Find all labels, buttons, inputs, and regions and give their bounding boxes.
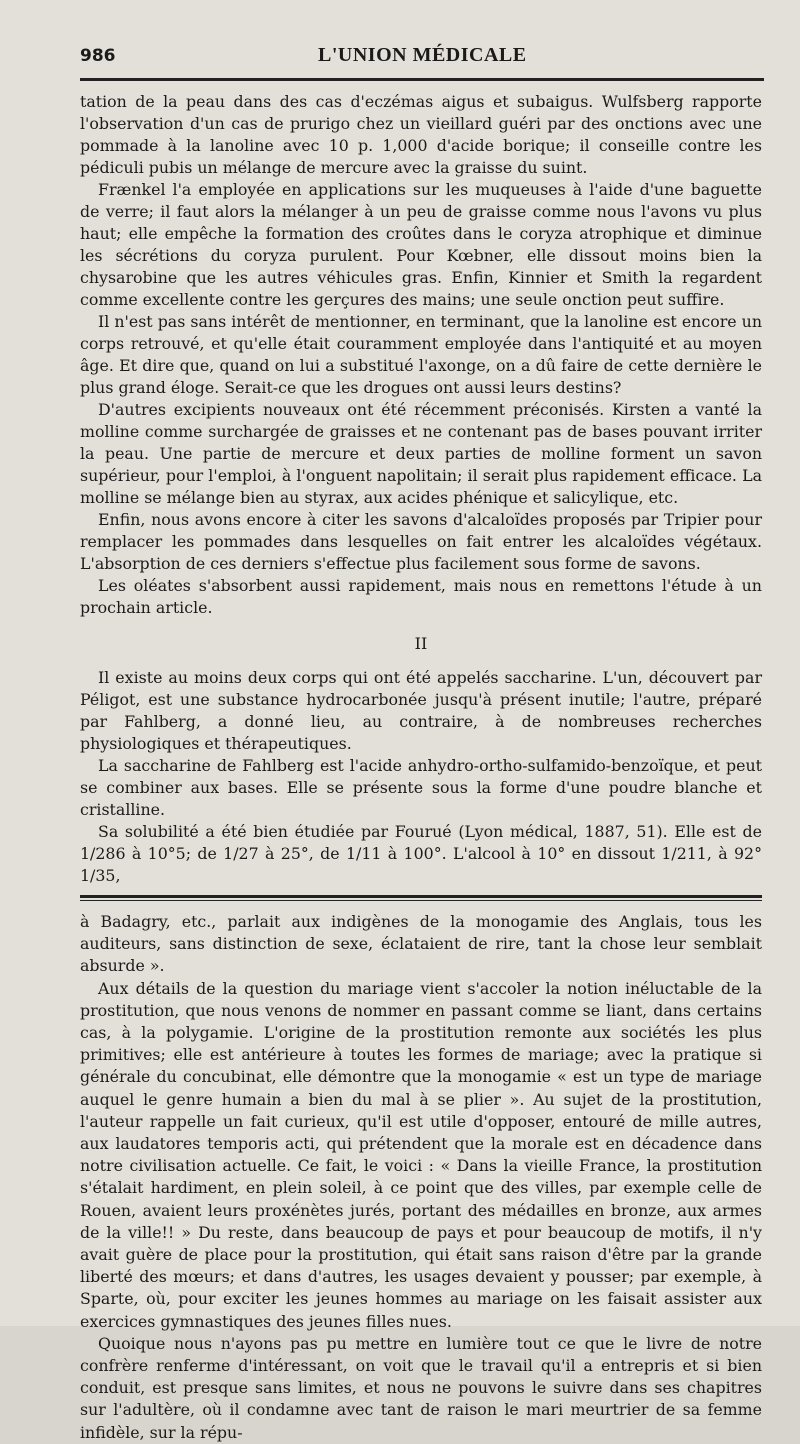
paragraph: Il n'est pas sans intérêt de mentionner, en terminant, que la lanoline est encore un corps retrouvé, et qu'elle était couramment employée dans l'antiquité et au moyen âge. Et dire que, quand on lui a substitué l'axonge, on a dû faire de cette dernière le plus grand éloge. Serait-ce que les drogues ont aussi leurs destins?	[80, 312, 762, 397]
paragraph: Aux détails de la question du mariage vient s'accoler la notion inéluctable de la prostitution, que nous venons de nommer en passant comme se liant, dans certains cas, à la polygamie. L'origine de la prostitution remonte aux sociétés les plus primitives; elle est antérieure à toutes les formes de mariage; avec la pratique si générale du concubinat, elle démontre que la monogamie « est un type de mariage auquel le genre humain a bien du mal à se plier ». Au sujet de la prostitution, l'auteur rappelle un fait curieux, qu'il est utile d'opposer, entouré de mille autres, aux laudatores temporis acti, qui prétendent que la morale est en décadence dans notre civilisation actuelle. Ce fait, le voici : « Dans la vieille France, la prostitution s'étalait hardiment, en plein soleil, à ce point que des villes, par exemple celle de Rouen, avaient leurs proxénètes jurés, portant des médailles en bronze, aux armes de la ville!! » Du reste, dans beaucoup de pays et pour beaucoup de motifs, il n'y avait guère de place pour la prostitution, qui était sans raison d'être par la grande liberté des mœurs; et dans d'autres, les usages devaient y pousser; par exemple, à Sparte, où, pour exciter les jeunes hommes au mariage on les faisait assister aux exercices gymnastiques des jeunes filles nues.	[80, 978, 762, 1331]
paragraph: Sa solubilité a été bien étudiée par Fourué (Lyon médical, 1887, 51). Elle est de 1/286 à 10°5; de 1/27 à 25°, de 1/11 à 100°. L'alcool à 10° en dissout 1/211, à 92° 1/35,	[80, 822, 762, 885]
running-title: L'UNION MÉDICALE	[318, 44, 527, 66]
paragraph: tation de la peau dans des cas d'eczémas aigus et subaigus. Wulfsberg rapporte l'observation d'un cas de prurigo chez un vieillard guéri par des onctions avec une pommade à la lanoline avec 10 p. 1,000 d'acide borique; il conseille contre les pédiculi pubis un mélange de mercure avec la graisse du suint.	[80, 92, 762, 177]
paragraph: Quoique nous n'ayons pas pu mettre en lumière tout ce que le livre de notre confrère renferme d'intéressant, on voit que le travail qu'il a entrepris et si bien conduit, est presque sans limites, et nous ne pouvons le suivre dans ses chapitres sur l'adultère, où il condamne avec tant de raison le mari meurtrier de sa femme infidèle, sur la répu-	[80, 1333, 762, 1442]
paragraph: D'autres excipients nouveaux ont été récemment préconisés. Kirsten a vanté la molline comme surchargée de graisses et ne contenant pas de bases pouvant irriter la peau. Une partie de mercure et deux parties de molline forment un savon supérieur, pour l'emploi, à l'onguent napolitain; il serait plus rapidement efficace. La molline se mélange bien au styrax, aux acides phénique et salicylique, etc.	[80, 400, 762, 507]
page-number: 986	[80, 46, 116, 66]
paragraph: à Badagry, etc., parlait aux indigènes de la monogamie des Anglais, tous les auditeurs, sans distinction de sexe, éclataient de rire, tant la chose leur semblait absurde ».	[80, 912, 762, 976]
section-numeral: II	[414, 634, 428, 653]
page-header	[80, 38, 762, 78]
paragraph: Il existe au moins deux corps qui ont été appelés saccharine. L'un, découvert par Péligot, est une substance hydrocarbonée jusqu'à présent inutile; l'autre, préparé par Fahlberg, a donné lieu, au contraire, à de nombreuses recherches physiologiques et thérapeutiques.	[80, 668, 762, 753]
paragraph: Frænkel l'a employée en applications sur les muqueuses à l'aide d'une baguette de verre; il faut alors la mélanger à un peu de graisse comme nous l'avons vu plus haut; elle empêche la formation des croûtes dans le coryza atrophique et diminue les sécrétions du coryza purulent. Pour Kœbner, elle dissout moins bien la chysarobine que les autres véhicules gras. Enfin, Kinnier et Smith la regardent comme excellente contre les gerçures des mains; une seule onction peut suffire.	[80, 180, 762, 309]
paragraph: Les oléates s'absorbent aussi rapidement, mais nous en remettons l'étude à un prochain article.	[80, 576, 762, 617]
feuilleton-section	[80, 911, 762, 1444]
paragraph: Enfin, nous avons encore à citer les savons d'alcaloïdes proposés par Tripier pour remplacer les pommades dans lesquelles on fait entrer les alcaloïdes végétaux. L'absorption de ces derniers s'effectue plus facilement sous forme de savons.	[80, 510, 762, 573]
article-top-section	[80, 91, 762, 887]
header-rule	[80, 78, 764, 81]
feuilleton-separator	[80, 895, 762, 901]
paragraph: La saccharine de Fahlberg est l'acide anhydro-ortho-sulfamido-benzoïque, et peut se combiner aux bases. Elle se présente sous la forme d'une poudre blanche et cristalline.	[80, 756, 762, 819]
